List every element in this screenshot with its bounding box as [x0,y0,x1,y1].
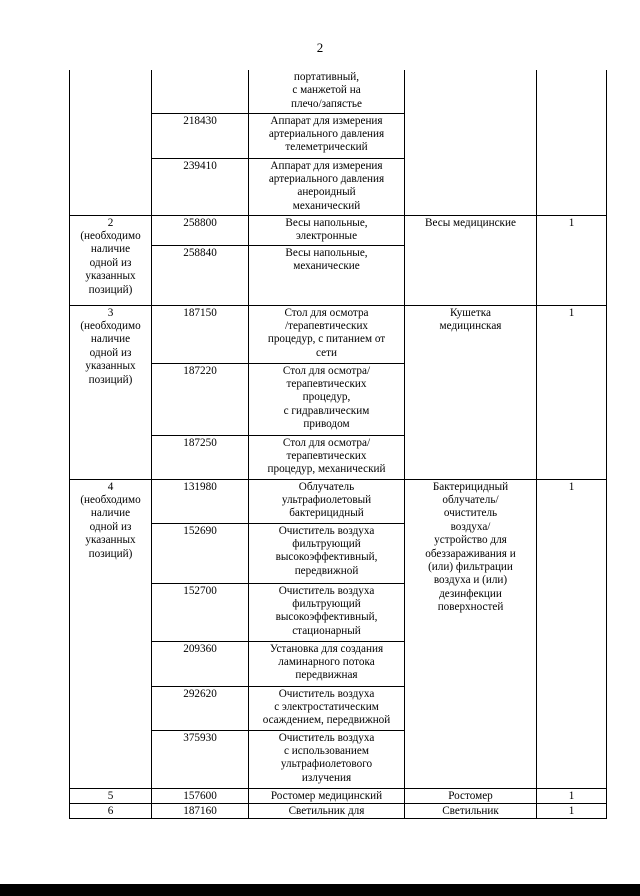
code-cell [152,363,249,435]
table-row [70,215,607,245]
name-cell [249,583,405,641]
name-text: Весы напольные, электронные [285,216,368,242]
code-cell [152,245,249,305]
name-cell [249,435,405,479]
code-cell [152,215,249,245]
code-text: 187160 [183,804,217,817]
type-cell [405,803,537,818]
table-row [70,305,607,363]
equipment-table [69,70,607,819]
name-text: Очиститель воздуха фильтрующий высокоэффективный, передвижной [275,524,378,577]
name-cell [249,305,405,363]
code-text: 187150 [183,306,217,319]
name-cell [249,803,405,818]
position-cell [70,70,152,215]
position-text: 5 [107,789,114,802]
position-text: 3 (необходимо наличие одной из указанных позиций) [80,306,141,386]
code-cell [152,641,249,686]
page-number: 2 [316,40,324,55]
code-cell [152,686,249,730]
name-cell [249,641,405,686]
qty-cell [537,215,607,305]
code-cell [152,435,249,479]
position-cell [70,803,152,818]
type-cell [405,305,537,479]
name-cell [249,158,405,215]
code-cell [152,583,249,641]
qty-cell [537,305,607,479]
position-cell [70,305,152,479]
qty-text: 1 [568,804,575,817]
qty-text: 1 [568,480,575,493]
name-text: Стол для осмотра/ терапевтических процедур, механический [267,436,386,476]
code-text: 187250 [183,436,217,449]
table-row [70,788,607,803]
code-text: 187220 [183,364,217,377]
code-text: 258800 [183,216,217,229]
name-text: Установка для создания ламинарного потока передвижная [269,642,384,682]
type-cell [405,215,537,305]
code-text: 152690 [183,524,217,537]
name-cell [249,523,405,583]
name-text: Очиститель воздуха с электростатическим осаждением, передвижной [262,687,391,727]
position-cell [70,788,152,803]
code-text: 152700 [183,584,217,597]
code-text: 292620 [183,687,217,700]
name-text: Стол для осмотра /терапевтических процедур, с питанием от сети [267,306,386,359]
code-cell [152,305,249,363]
code-text: 131980 [183,480,217,493]
code-cell [152,730,249,788]
name-text: портативный, с манжетой на плечо/запястье [291,71,362,110]
position-text: 4 (необходимо наличие одной из указанных позиций) [80,480,141,560]
table-row [70,803,607,818]
name-cell [249,215,405,245]
qty-cell [537,788,607,803]
code-text: 209360 [183,642,217,655]
scan-edge-bar [0,884,640,896]
position-cell [70,215,152,305]
name-cell [249,730,405,788]
name-text: Облучатель ультрафиолетовый бактерицидный [281,480,372,520]
position-text: 6 [107,804,114,817]
qty-text: 1 [568,789,575,802]
name-cell [249,113,405,158]
type-text: Ростомер [448,789,493,802]
table-row [70,479,607,523]
table-row [70,70,607,113]
name-text: Стол для осмотра/ терапевтических процедур, с гидравлическим приводом [282,364,371,431]
name-cell [249,70,405,113]
code-text: 157600 [183,789,217,802]
name-text: Очиститель воздуха с использованием ультрафиолетового излучения [278,731,375,784]
type-text: Бактерицидный облучатель/ очиститель воздуха/ устройство для обеззараживания и (или) фильтрации воздуха и (или) дезинфекции поверхностей [425,480,516,614]
type-cell [405,788,537,803]
name-text: Аппарат для измерения артериального давления телеметрический [268,114,385,154]
code-cell [152,70,249,113]
code-cell [152,803,249,818]
qty-text: 1 [568,216,575,229]
code-cell [152,479,249,523]
name-text: Светильник для [288,804,365,817]
qty-text: 1 [568,306,575,319]
name-text: Очиститель воздуха фильтрующий высокоэффективный, стационарный [275,584,378,637]
code-text: 258840 [183,246,217,259]
name-text: Ростомер медицинский [270,789,383,802]
name-cell [249,245,405,305]
name-cell [249,788,405,803]
name-text: Весы напольные, механические [285,246,368,272]
position-text: 2 (необходимо наличие одной из указанных позиций) [80,216,141,296]
position-cell [70,479,152,788]
name-cell [249,479,405,523]
name-cell [249,363,405,435]
code-text: 218430 [183,114,217,127]
code-text: 375930 [183,731,217,744]
code-cell [152,523,249,583]
code-text: 239410 [183,159,217,172]
qty-cell [537,803,607,818]
type-text: Кушетка медицинская [439,306,502,332]
code-cell [152,788,249,803]
qty-cell [537,479,607,788]
name-cell [249,686,405,730]
code-cell [152,113,249,158]
name-text: Аппарат для измерения артериального давления анероидный механический [268,159,385,212]
type-text: Светильник [442,804,499,817]
type-cell [405,479,537,788]
qty-cell [537,70,607,215]
type-cell [405,70,537,215]
code-cell [152,158,249,215]
type-text: Весы медицинские [425,216,516,229]
